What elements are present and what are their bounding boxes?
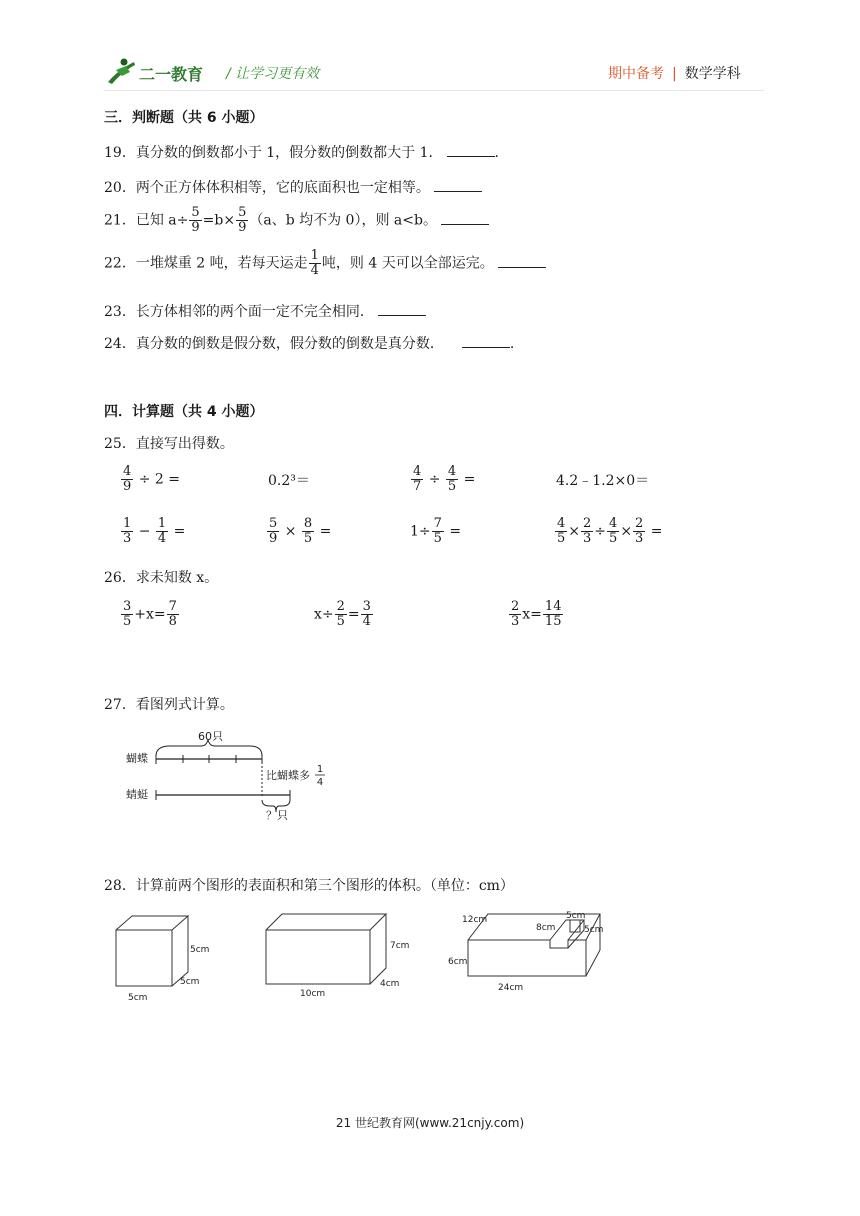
question-text: （a、b 均不为 0），则 a<b。 [249, 212, 437, 229]
expression: $\frac{5}{9}$ × $\frac{8}{5}$ = [269, 516, 332, 546]
slogan: / 让学习更有效 [226, 66, 320, 82]
fraction: $\frac{1}{4}$ [310, 248, 319, 278]
svg-text:8cm: 8cm [536, 923, 556, 933]
label-dragonfly: 蜻蜓 [126, 788, 148, 801]
question-26: 26．求未知数 x。 [104, 570, 219, 586]
expression: 0.2³＝ [268, 473, 310, 489]
svg-text:5cm: 5cm [180, 977, 200, 987]
logo-runner-icon [104, 56, 138, 86]
fraction: $\frac{5}{9}$ [191, 205, 200, 235]
expression: 1÷ $\frac{7}{5}$ = [410, 516, 462, 546]
question-text: 24．真分数的倒数是假分数，假分数的倒数是真分数． [104, 336, 444, 352]
question-text: 23．长方体相邻的两个面一定不完全相同． [104, 304, 374, 320]
expression: $\frac{4}{9}$ ÷ 2 = [123, 464, 181, 494]
expression: $\frac{4}{5}$ × $\frac{2}{3}$ ÷ $\frac{4}{5}$ × $\frac{2}{3}$ = [557, 516, 663, 546]
top-count-label: 60只 [198, 730, 223, 743]
question-19 [104, 142, 499, 162]
equation: $\frac{3}{5}$ +x= $\frac{7}{8}$ [123, 599, 177, 629]
svg-text:24cm: 24cm [498, 983, 524, 993]
header-separator: | [672, 66, 677, 82]
logo-text: 二一教育 [139, 65, 204, 84]
page-footer: 21 世纪教育网(www.21cnjy.com) [335, 1116, 525, 1130]
expression: $\frac{1}{3}$ − $\frac{1}{4}$ = [123, 516, 186, 546]
unknown-label: ？只 [266, 809, 288, 822]
question-text: 22．一堆煤重 2 吨，若每天运走 [104, 255, 308, 272]
svg-text:6cm: 6cm [448, 957, 468, 967]
answer-blank [447, 144, 495, 157]
svg-text:7cm: 7cm [390, 941, 410, 951]
punctuation: . [494, 145, 499, 161]
expression: $\frac{4}{7}$ ÷ $\frac{4}{5}$ = [413, 464, 476, 494]
svg-text:4cm: 4cm [380, 979, 400, 989]
solids-figure [110, 900, 630, 1010]
header-tags [608, 63, 741, 83]
svg-text:1: 1 [316, 764, 324, 775]
header-divider [104, 90, 764, 91]
cube-figure [116, 916, 188, 986]
section-title: 四．计算题（共 4 小题） [104, 404, 264, 420]
answer-blank [378, 303, 426, 316]
svg-text:12cm: 12cm [462, 915, 488, 925]
cuboid-figure [266, 914, 386, 984]
expression: 4.2﹣1.2×0＝ [556, 473, 650, 489]
question-28: 28．计算前两个图形的表面积和第三个图形的体积。（单位：cm） [104, 878, 514, 894]
question-21 [104, 206, 489, 235]
equation: $\frac{2}{3}$ x= $\frac{14}{15}$ [511, 599, 562, 629]
question-text: 吨，则 4 天可以全部运完。 [321, 255, 494, 272]
question-text: 20．两个正方体体积相等，它的底面积也一定相等。 [104, 180, 430, 196]
notched-solid-figure [468, 914, 600, 976]
punctuation: . [509, 336, 515, 352]
question-20 [104, 177, 482, 197]
svg-text:4: 4 [316, 777, 324, 788]
answer-blank [434, 179, 482, 192]
question-text: 19．真分数的倒数都小于 1，假分数的倒数都大于 1． [104, 145, 443, 161]
equation: x÷ $\frac{2}{5}$ = $\frac{3}{4}$ [314, 599, 371, 629]
question-24 [104, 333, 514, 353]
svg-text:5cm: 5cm [566, 911, 586, 921]
svg-text:5cm: 5cm [190, 945, 210, 955]
question-22 [104, 249, 546, 278]
answer-blank [462, 335, 510, 348]
label-butterfly: 蝴蝶 [126, 752, 148, 765]
svg-text:5cm: 5cm [128, 993, 148, 1003]
question-text: 21．已知 a÷ [104, 212, 189, 229]
svg-text:5cm: 5cm [584, 925, 604, 935]
compare-label: 比蝴蝶多 [266, 769, 310, 782]
question-27: 27．看图列式计算。 [104, 697, 234, 713]
answer-blank [498, 255, 546, 268]
question-text: =b× [202, 212, 236, 229]
segment-diagram [120, 726, 340, 826]
top-brace [156, 740, 262, 756]
subject-tag: 数学学科 [684, 66, 741, 82]
svg-text:10cm: 10cm [300, 989, 326, 999]
exam-tag: 期中备考 [608, 66, 664, 82]
section-title: 三．判断题（共 6 小题） [104, 110, 264, 126]
question-25: 25．直接写出得数。 [104, 436, 234, 452]
fraction: $\frac{5}{9}$ [238, 205, 247, 235]
question-23 [104, 301, 426, 321]
answer-blank [441, 212, 489, 225]
